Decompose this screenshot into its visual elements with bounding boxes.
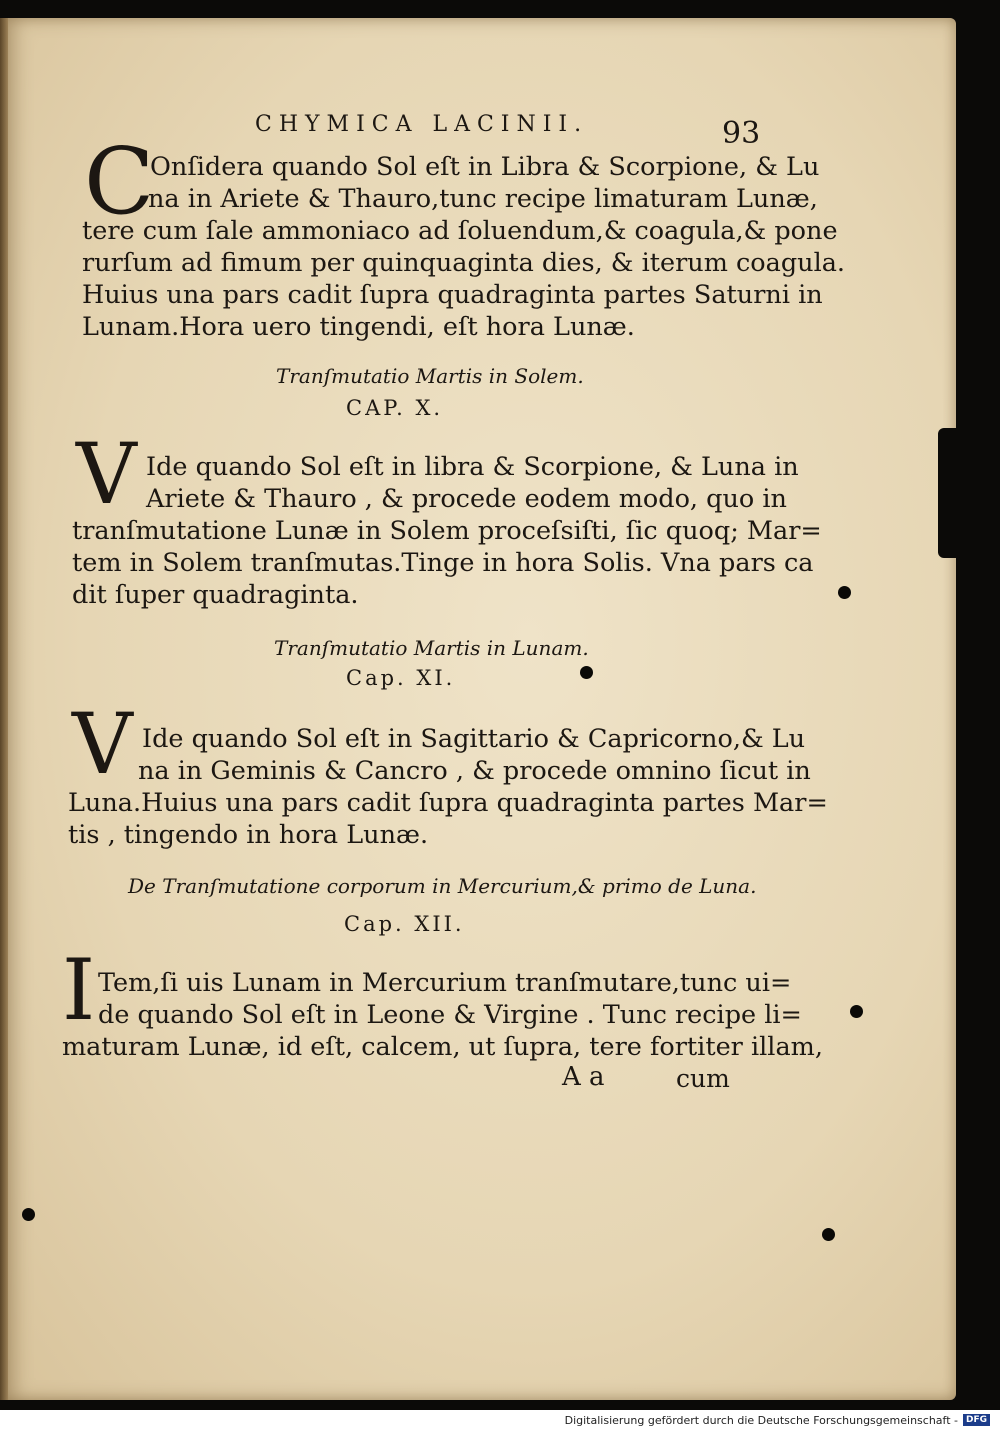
dropcap-v: V bbox=[72, 695, 133, 793]
running-title: CHYMICA LACINII. bbox=[255, 112, 589, 137]
para4-line: de quando Sol eſt in Leone & Virgine . Tunc recipe li= bbox=[98, 1000, 802, 1030]
section-title-x: Tranſmutatio Martis in Solem. bbox=[276, 364, 584, 388]
scan-dot bbox=[22, 1208, 35, 1221]
para2-line: Ide quando Sol eſt in libra & Scorpione, & Luna in bbox=[146, 452, 799, 482]
scan-dot bbox=[838, 586, 851, 599]
signature-mark: A a bbox=[562, 1062, 605, 1092]
dropcap-c: C bbox=[84, 128, 155, 235]
scan-dot bbox=[850, 1005, 863, 1018]
para1-line: Onſidera quando Sol eſt in Libra & Scorpione, & Lu bbox=[150, 152, 820, 182]
para3-line: tis , tingendo in hora Lunæ. bbox=[68, 820, 429, 850]
chapter-heading-xii: Cap. XII. bbox=[344, 912, 465, 936]
dropcap-v: V bbox=[76, 425, 137, 523]
scan-dot bbox=[822, 1228, 835, 1241]
para3-line: na in Geminis & Cancro , & procede omnino ſicut in bbox=[138, 756, 811, 786]
para1-line: rurſum ad fimum per quinquaginta dies, & iterum coagula. bbox=[82, 248, 846, 278]
footer-credit: Digitalisierung gefördert durch die Deutsche Forschungsgemeinschaft - bbox=[564, 1414, 958, 1427]
page-notch bbox=[938, 428, 960, 558]
para3-line: Ide quando Sol eſt in Sagittario & Capricorno,& Lu bbox=[142, 724, 806, 754]
section-title-xii: De Tranſmutatione corporum in Mercurium,& primo de Luna. bbox=[128, 874, 757, 898]
dfg-logo: DFG bbox=[963, 1414, 990, 1426]
page-number: 93 bbox=[722, 116, 761, 151]
dropcap-i: I bbox=[62, 941, 96, 1039]
para2-line: Ariete & Thauro , & procede eodem modo, quo in bbox=[146, 484, 787, 514]
catchword: cum bbox=[676, 1064, 730, 1093]
para4-line: Tem,ſi uis Lunam in Mercurium tranſmutare,tunc ui= bbox=[98, 968, 792, 998]
para3-line: Luna.Huius una pars cadit ſupra quadraginta partes Mar= bbox=[68, 788, 828, 818]
para1-line: na in Ariete & Thauro,tunc recipe limaturam Lunæ, bbox=[148, 184, 818, 214]
chapter-heading-xi: Cap. XI. bbox=[346, 666, 456, 690]
scan-dot bbox=[580, 666, 593, 679]
para1-line: Huius una pars cadit ſupra quadraginta partes Saturni in bbox=[82, 280, 823, 310]
section-title-xi: Tranſmutatio Martis in Lunam. bbox=[274, 636, 589, 660]
page-edge bbox=[0, 18, 8, 1400]
para2-line: tem in Solem tranſmutas.Tinge in hora Solis. Vna pars ca bbox=[72, 548, 814, 578]
para1-line: tere cum ſale ammoniaco ad ſoluendum,& coagula,& pone bbox=[82, 216, 838, 246]
para1-line: Lunam.Hora uero tingendi, eſt hora Lunæ. bbox=[82, 312, 635, 342]
para4-line: maturam Lunæ, id eſt, calcem, ut ſupra, tere fortiter illam, bbox=[62, 1032, 823, 1062]
para2-line: dit ſuper quadraginta. bbox=[72, 580, 359, 610]
para2-line: tranſmutatione Lunæ in Solem proceſsiſti, ſic quoq; Mar= bbox=[72, 516, 822, 546]
chapter-heading-x: CAP. X. bbox=[346, 396, 444, 420]
